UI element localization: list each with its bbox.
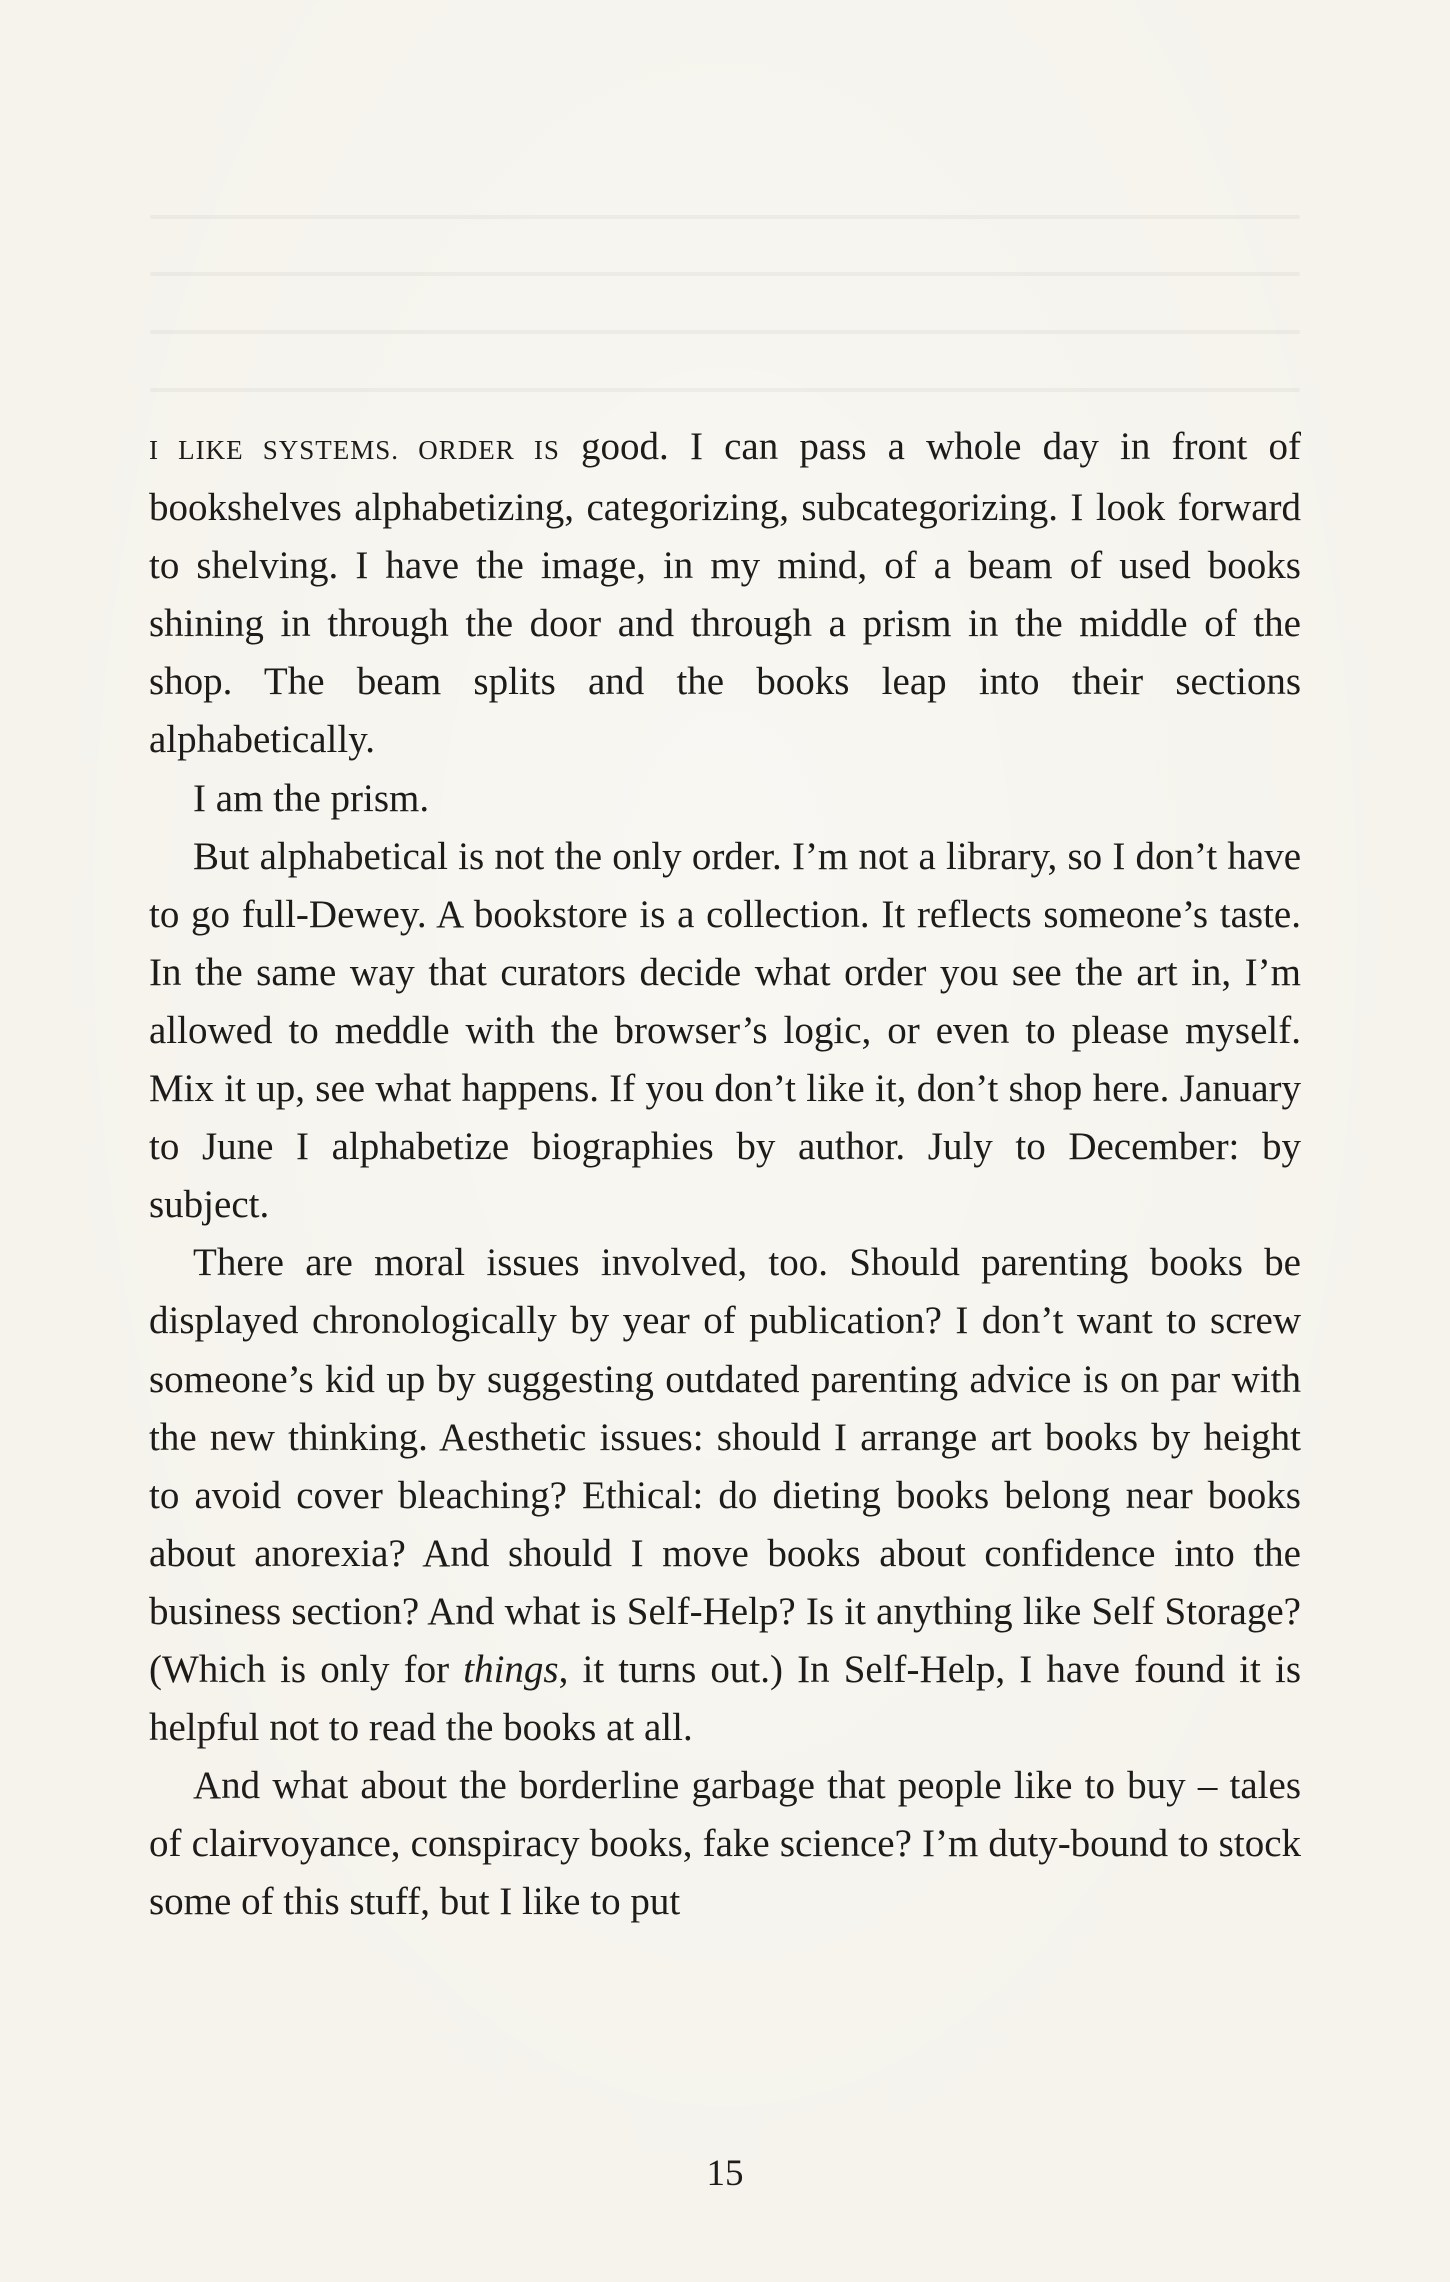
- paragraph-text: , it turns out.) In Self-Help, I have found it is helpful not to read the books at all.: [149, 1647, 1301, 1750]
- paragraph: [149, 1234, 1301, 1757]
- paragraph: [149, 418, 1301, 770]
- page-number: 15: [706, 2153, 744, 2194]
- bleed-through-line: [150, 330, 1300, 334]
- bleed-through-line: [150, 272, 1300, 276]
- paragraph: But alphabetical is not the only order. I’m not a library, so I don’t have to go full-Dewey. A bookstore is a collection. It reflects someone’s taste. In the same way that curators decide what order you see the art in, I’m allowed to meddle with the browser’s logic, or even to please myself. Mix it up, see what happens. If you don’t like it, don’t shop here. January to June I alphabetize biographies by author. July to December: by subject.: [149, 834, 1301, 1227]
- bleed-through-line: [150, 388, 1300, 392]
- paragraph: And what about the borderline garbage that people like to buy – tales of clairvoyance, conspiracy books, fake science? I’m duty-bound to stock some of this stuff, but I like to put: [149, 1764, 1301, 1924]
- paragraph-text: good. I can pass a whole day in front of bookshelves alphabetizing, categorizing, subcategorizing. I look forward to shelving. I have the image, in my mind, of a beam of used books shining in through the door and through a prism in the middle of the shop. The beam splits and the books leap into their sections alphabetically.: [149, 425, 1301, 762]
- italic-word: things: [463, 1647, 559, 1691]
- body-text: [149, 418, 1301, 1931]
- chapter-lead-in: I LIKE SYSTEMS. ORDER IS: [149, 435, 560, 465]
- paragraph-text: There are moral issues involved, too. Should parenting books be displayed chronologically by year of publication? I don’t want to screw someone’s kid up by suggesting outdated parenting advice is on par with the new thinking. Aesthetic issues: should I arrange art books by height to avoid cover bleaching? Ethical: do dieting books belong near books about anorexia? And should I move books about confidence into the business section? And what is Self-Help? Is it anything like Self Storage? (Which is only for: [149, 1241, 1301, 1691]
- bleed-through-line: [150, 215, 1300, 219]
- paragraph: I am the prism.: [193, 776, 430, 820]
